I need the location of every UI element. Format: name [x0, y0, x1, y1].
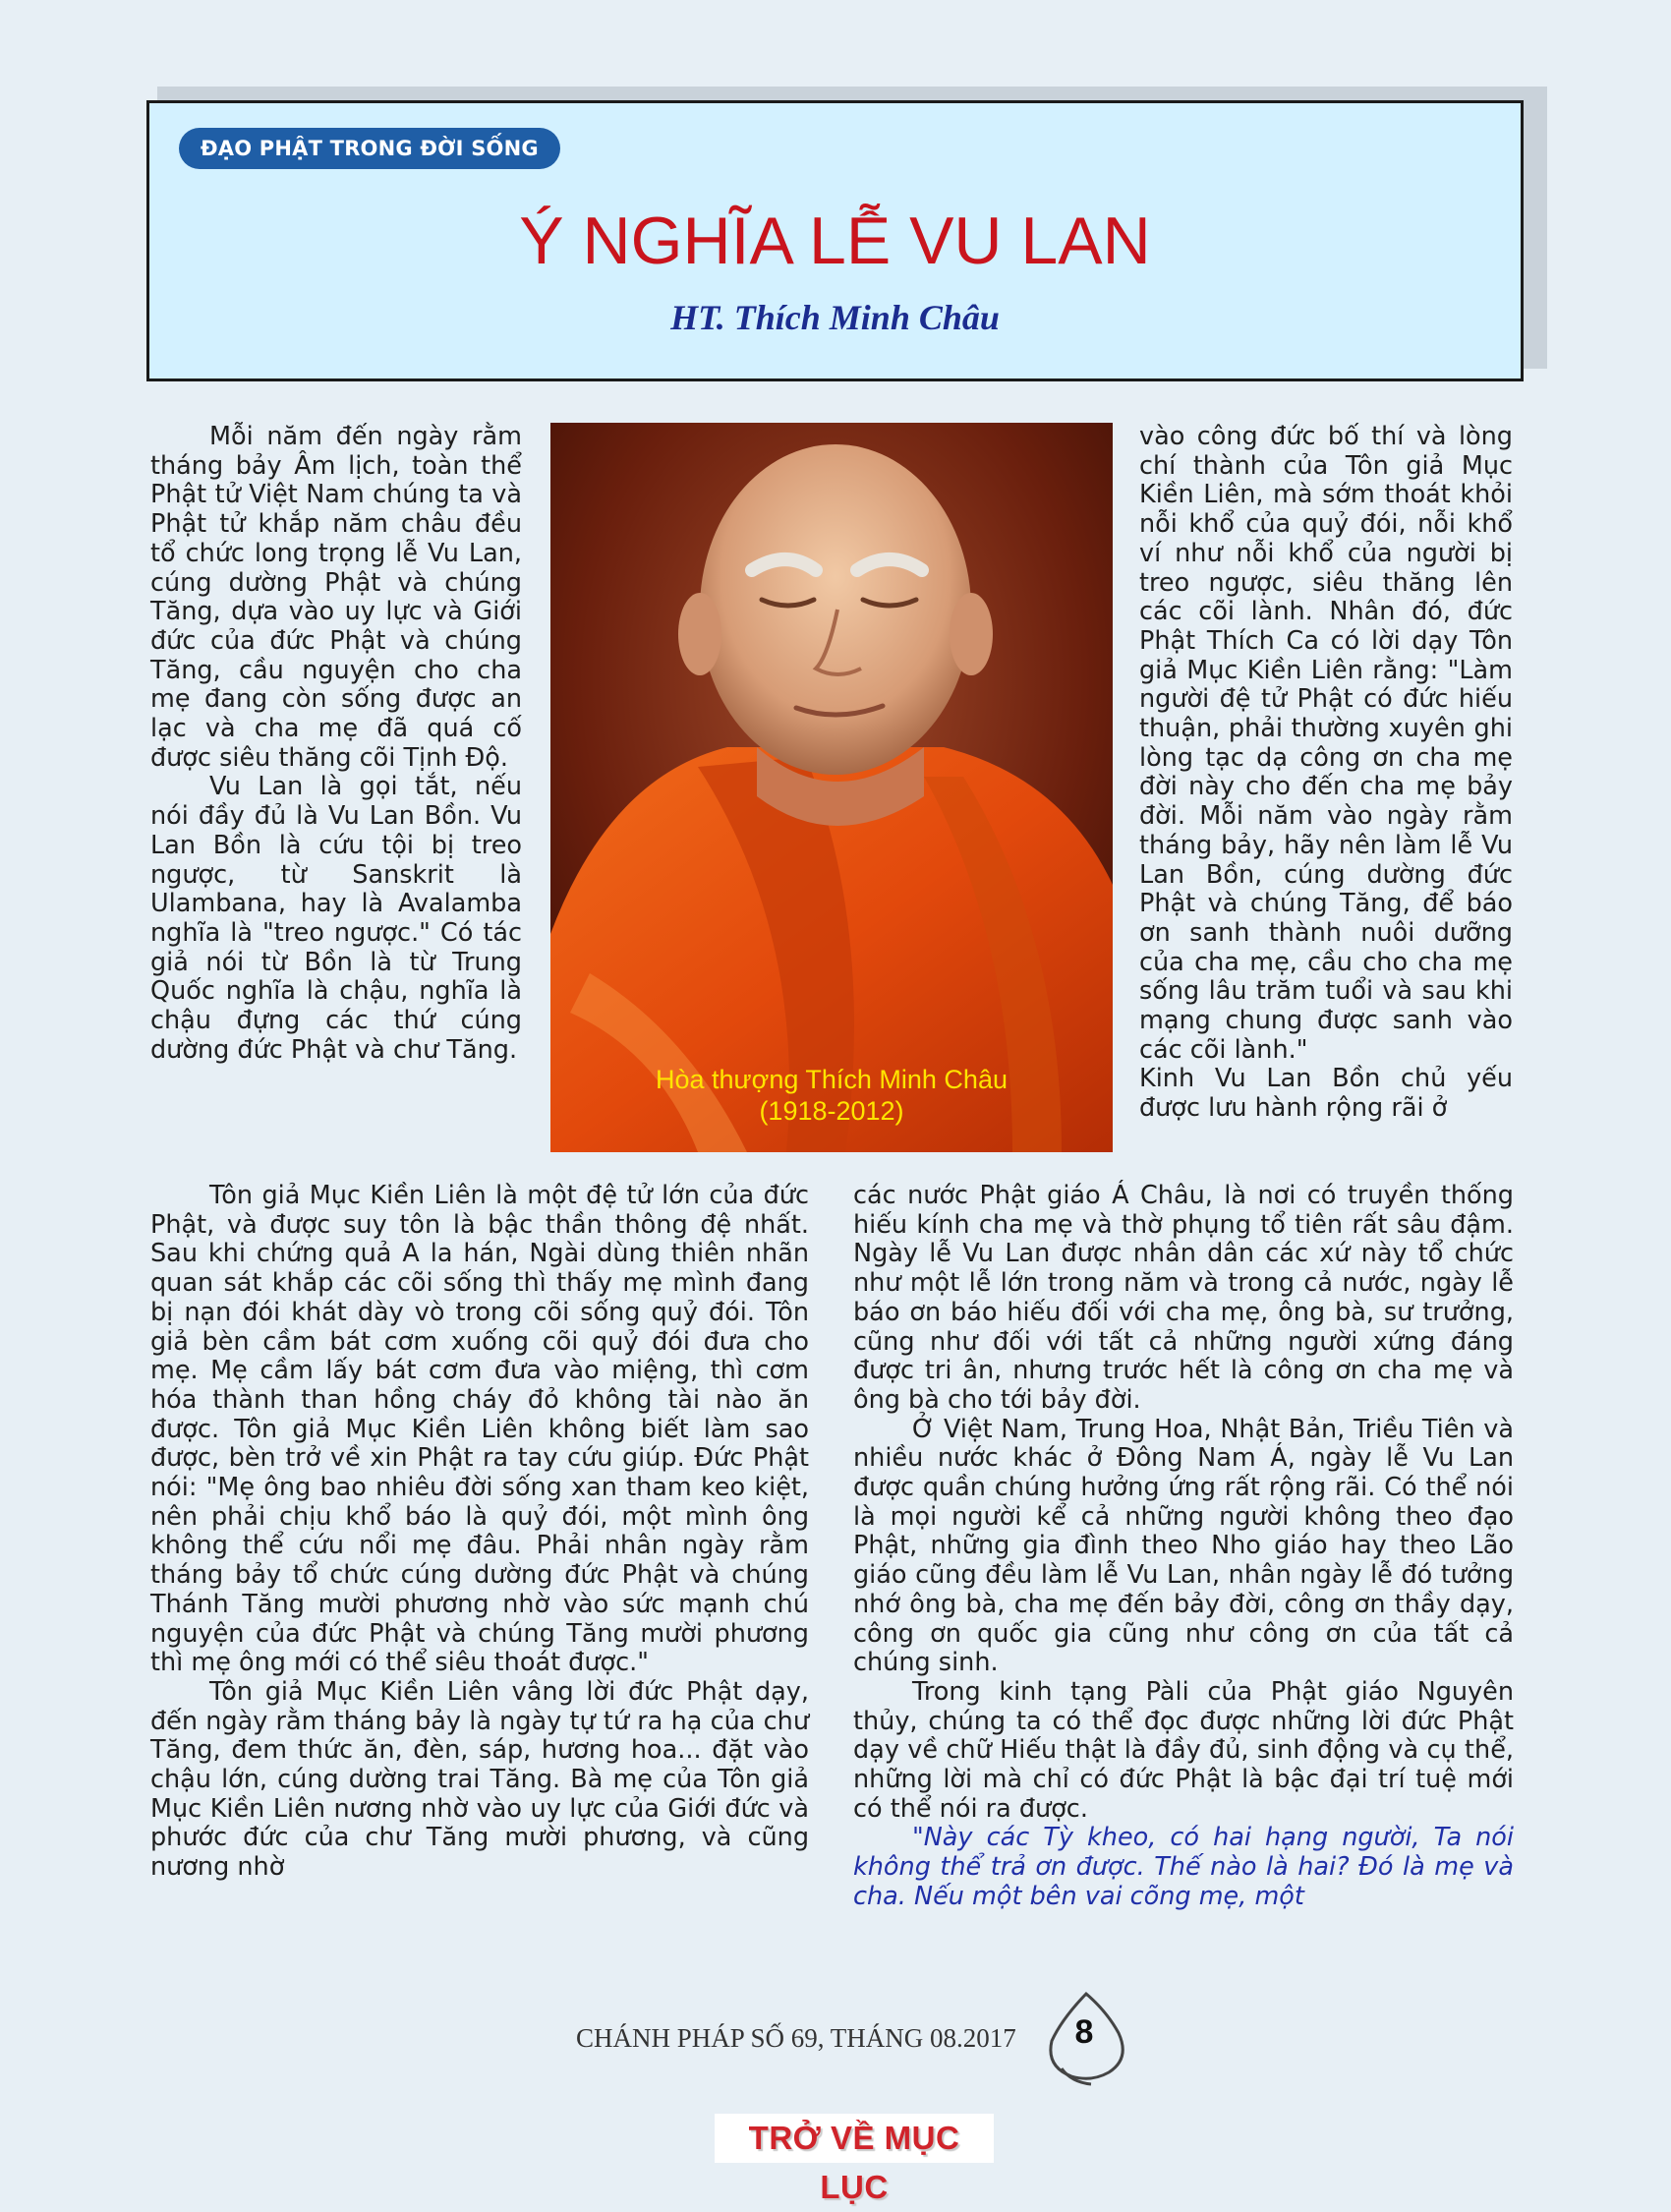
portrait-photo: [550, 423, 1113, 1152]
paragraph: Ở Việt Nam, Trung Hoa, Nhật Bản, Triều Tiên và nhiều nước khác ở Đông Nam Á, ngày lễ Vu Lan được quần chúng hưởng ứng rất rộng rãi. Có thể nói là mọi người kể cả những người không theo đạo Phật, những gia đình theo Nho giáo hay theo Lão giáo cũng đều làm lễ Vu Lan, nhân ngày lễ đó tưởng nhớ ông bà, cha mẹ đến bảy đời, công ơn thầy dạy, công ơn quốc gia cũng như công ơn của tất cả chúng sinh.: [853, 1414, 1514, 1678]
sutra-quote: "Này các Tỳ kheo, có hai hạng người, Ta nói không thể trả ơn được. Thế nào là hai? Đó là mẹ và cha. Nếu một bên vai cõng mẹ, một: [853, 1823, 1514, 1911]
back-to-contents-button[interactable]: TRỞ VỀ MỤC LỤC: [715, 2114, 994, 2163]
portrait-illustration: [550, 423, 1113, 1152]
right-column-top: [1139, 423, 1513, 1124]
caption-name: Hòa thượng Thích Minh Châu: [656, 1065, 1008, 1094]
article-author: HT. Thích Minh Châu: [670, 298, 1000, 337]
caption-years: (1918-2012): [759, 1096, 904, 1126]
paragraph: Vu Lan là gọi tắt, nếu nói đầy đủ là Vu Lan Bồn. Vu Lan Bồn là cứu tội bị treo ngược, từ Sanskrit là Ulambana, hay là Avalamba nghĩa là "treo ngược." Có tác giả nói từ Bồn là từ Trung Quốc nghĩa là chậu, nghĩa là chậu đựng các thứ cúng dường đức Phật và chư Tăng.: [150, 772, 522, 1065]
section-tag: ĐẠO PHẬT TRONG ĐỜI SỐNG: [179, 128, 560, 169]
paragraph: Kinh Vu Lan Bồn chủ yếu được lưu hành rộng rãi ở: [1139, 1064, 1513, 1124]
paragraph: Tôn giả Mục Kiền Liên là một đệ tử lớn của đức Phật, và được suy tôn là bậc thần thông đệ nhất. Sau khi chứng quả A la hán, Ngài dùng thiên nhãn quan sát khắp các cõi sống thì thấy mẹ mình đang bị nạn đói khát dày vò trong cõi sống quỷ đói. Tôn giả bèn cầm bát cơm xuống cõi quỷ đói đưa cho mẹ. Mẹ cầm lấy bát cơm đưa vào miệng, thì cơm hóa thành than hồng cháy đỏ không tài nào ăn được. Tôn giả Mục Kiền Liên không biết làm sao được, bèn trở về xin Phật ra tay cứu giúp. Đức Phật nói: "Mẹ ông bao nhiêu đời sống xan tham keo kiệt, nên phải chịu khổ báo là quỷ đói, một mình ông không thể cứu nổi mẹ đâu. Phải nhân ngày rằm tháng bảy tổ chức cúng dường đức Phật và chúng Thánh Tăng mười phương nhờ vào sức mạnh chú nguyện của đức Phật và chúng Tăng mười phương thì mẹ ông mới có thể siêu thoát được.": [150, 1181, 809, 1678]
article-title: Ý NGHĨA LỄ VU LAN: [519, 204, 1151, 278]
paragraph: Trong kinh tạng Pàli của Phật giáo Nguyên thủy, chúng ta có thể đọc được những lời đức Phật dạy về chữ Hiếu thật là đầy đủ, sinh động và cụ thể, những lời mà chỉ có đức Phật là bậc đại trí tuệ mới có thể nói ra được.: [853, 1676, 1514, 1824]
paragraph: Mỗi năm đến ngày rằm tháng bảy Âm lịch, toàn thể Phật tử Việt Nam chúng ta và Phật tử khắp năm châu đều tổ chức long trọng lễ Vu Lan, cúng dường Phật và chúng Tăng, dựa vào uy lực và Giới đức của đức Phật và chúng Tăng, cầu nguyện cho cha mẹ đang còn sống được an lạc và cha mẹ đã quá cố được siêu thăng cõi Tịnh Độ.: [150, 422, 522, 773]
issue-footer: CHÁNH PHÁP SỐ 69, THÁNG 08.2017: [576, 2023, 1016, 2053]
article-header: [146, 100, 1524, 381]
paragraph: các nước Phật giáo Á Châu, là nơi có truyền thống hiếu kính cha mẹ và thờ phụng tổ tiên rất sâu đậm. Ngày lễ Vu Lan được nhân dân các xứ này tổ chức như một lễ lớn trong năm và trong cả nước, ngày lễ báo ơn báo hiếu đối với cha mẹ, ông bà, sư trưởng, cũng như đối với tất cả những người xứng đáng được tri ân, nhưng trước hết là công ơn cha mẹ và ông bà cho tới bảy đời.: [853, 1181, 1514, 1415]
page-number: 8: [1074, 2013, 1094, 2051]
left-column-top: [150, 423, 522, 1065]
paragraph: vào công đức bố thí và lòng chí thành của Tôn giả Mục Kiền Liên, mà sớm thoát khỏi nỗi khổ của quỷ đói, nỗi khổ ví như nỗi khổ của người bị treo ngược, siêu thăng lên các cõi lành. Nhân đó, đức Phật Thích Ca có lời dạy Tôn giả Mục Kiền Liên rằng: "Làm người đệ tử Phật có đức hiếu thuận, phải thường xuyên ghi lòng tạc dạ công ơn cha mẹ đời này cho đến cha mẹ bảy đời. Mỗi năm vào ngày rằm tháng bảy, hãy nên làm lễ Vu Lan Bồn, cúng dường đức Phật và chúng Tăng, để báo ơn sanh thành nuôi dưỡng của cha mẹ, cầu cho cha mẹ sống lâu trăm tuổi và sau khi mạng chung được sanh vào các cõi lành.": [1139, 422, 1513, 1065]
paragraph: Tôn giả Mục Kiền Liên vâng lời đức Phật dạy, đến ngày rằm tháng bảy là ngày tự tứ ra hạ của chư Tăng, đem thức ăn, đèn, sáp, hương hoa... đặt vào chậu lớn, cúng dường trai Tăng. Bà mẹ của Tôn giả Mục Kiền Liên nương nhờ vào uy lực của Giới đức và phước đức của chư Tăng mười phương, và cũng nương nhờ: [150, 1676, 809, 1883]
right-column-bottom: [853, 1182, 1514, 1912]
photo-caption: [550, 1064, 1113, 1127]
left-column-bottom: [150, 1182, 809, 1883]
